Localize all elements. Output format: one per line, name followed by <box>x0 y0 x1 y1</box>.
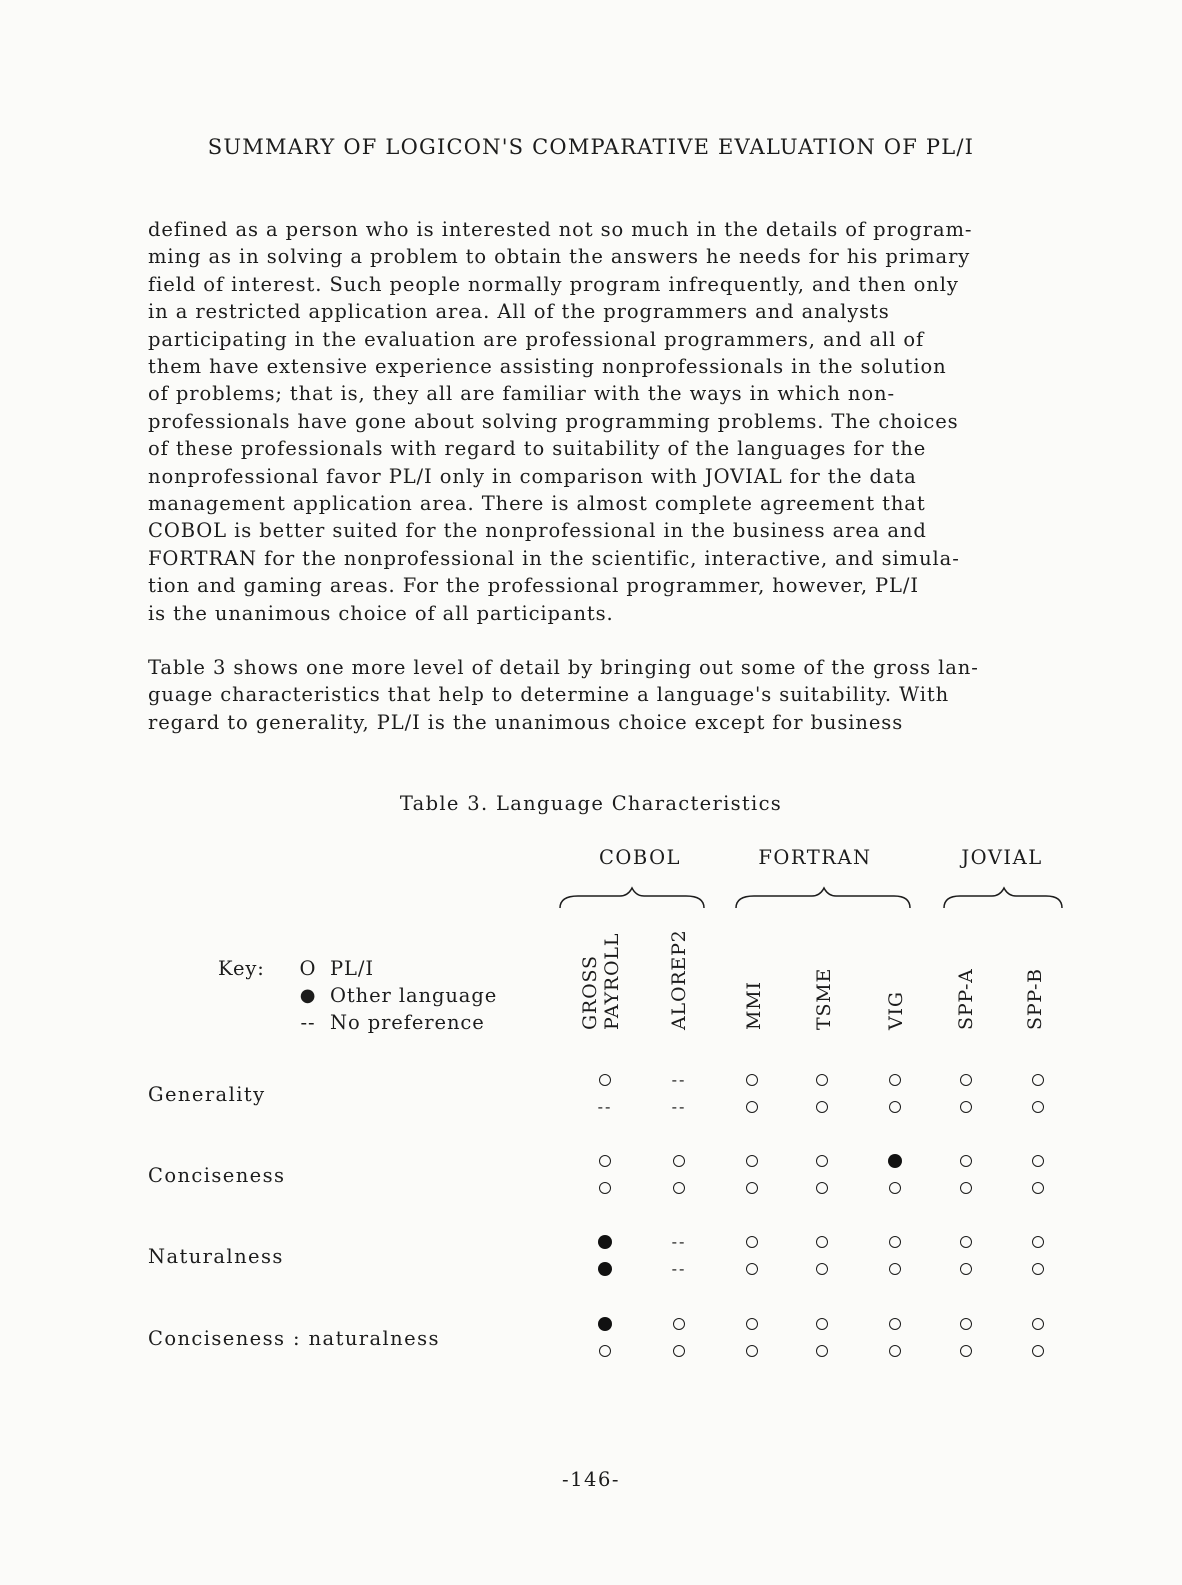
table-cell <box>951 1096 981 1118</box>
open-circle-mark <box>889 1236 901 1248</box>
table-cell <box>807 1231 837 1253</box>
table-cell <box>880 1150 910 1172</box>
table-cell <box>737 1231 767 1253</box>
open-circle-mark <box>1032 1263 1044 1275</box>
row-label-conciseness-naturalness: Conciseness : naturalness <box>148 1327 440 1350</box>
open-circle-mark <box>746 1182 758 1194</box>
running-head: SUMMARY OF LOGICON'S COMPARATIVE EVALUATION OF PL/I <box>207 135 975 159</box>
open-circle-mark <box>1032 1155 1044 1167</box>
open-circle-mark <box>746 1345 758 1357</box>
paragraph-1-line: of these professionals with regard to suitability of the languages for the <box>148 437 927 461</box>
table-cell <box>880 1069 910 1091</box>
table-cell <box>1023 1340 1053 1362</box>
open-circle-mark <box>1032 1074 1044 1086</box>
table-cell <box>590 1231 620 1253</box>
open-circle-mark <box>673 1318 685 1330</box>
open-circle-mark <box>746 1236 758 1248</box>
open-circle-mark <box>889 1074 901 1086</box>
table-cell <box>1023 1258 1053 1280</box>
key-symbol-filled-circle: ● <box>299 985 317 1006</box>
body-paragraph-2 <box>148 654 1078 736</box>
table-cell <box>807 1340 837 1362</box>
open-circle-mark <box>599 1155 611 1167</box>
table-cell <box>590 1096 620 1118</box>
paragraph-1-line: defined as a person who is interested not so much in the details of program- <box>148 218 973 241</box>
table-cell <box>951 1069 981 1091</box>
open-circle-mark <box>1032 1182 1044 1194</box>
paragraph-1-line: nonprofessional favor PL/I only in comparison with JOVIAL for the data <box>148 464 917 488</box>
dash-mark: -- <box>597 1097 613 1116</box>
open-circle-mark <box>889 1345 901 1357</box>
paragraph-2-line: guage characteristics that help to determine a language's suitability. With <box>148 683 950 707</box>
open-circle-mark <box>960 1101 972 1113</box>
table-cell <box>1023 1177 1053 1199</box>
table-cell <box>590 1340 620 1362</box>
paragraph-2-line: regard to generality, PL/I is the unanimous choice except for business <box>148 710 904 734</box>
paragraph-2-line: Table 3 shows one more level of detail by bringing out some of the gross lan- <box>148 656 979 679</box>
open-circle-mark <box>599 1182 611 1194</box>
open-circle-mark <box>960 1155 972 1167</box>
paragraph-1-line: them have extensive experience assisting nonprofessionals in the solution <box>148 355 947 379</box>
table-cell <box>590 1150 620 1172</box>
table-cell <box>807 1096 837 1118</box>
open-circle-mark <box>673 1345 685 1357</box>
open-circle-mark <box>960 1263 972 1275</box>
open-circle-mark <box>746 1318 758 1330</box>
table-cell <box>590 1258 620 1280</box>
open-circle-mark <box>816 1155 828 1167</box>
table-cell <box>807 1313 837 1335</box>
table-cell <box>1023 1313 1053 1335</box>
filled-circle-mark <box>888 1154 902 1168</box>
table-cell <box>807 1258 837 1280</box>
open-circle-mark <box>816 1074 828 1086</box>
table-cell <box>1023 1231 1053 1253</box>
open-circle-mark <box>816 1236 828 1248</box>
open-circle-mark <box>599 1074 611 1086</box>
table-cell <box>737 1177 767 1199</box>
open-circle-mark <box>889 1182 901 1194</box>
table-cell <box>737 1069 767 1091</box>
table-cell <box>951 1313 981 1335</box>
filled-circle-mark <box>598 1235 612 1249</box>
table-cell <box>737 1150 767 1172</box>
open-circle-mark <box>889 1101 901 1113</box>
open-circle-mark <box>746 1263 758 1275</box>
key-label-no-preference: No preference <box>330 1011 485 1034</box>
table-cell <box>807 1069 837 1091</box>
fortran-group-brace <box>734 884 914 914</box>
open-circle-mark <box>1032 1318 1044 1330</box>
table-cell <box>664 1096 694 1118</box>
open-circle-mark <box>1032 1236 1044 1248</box>
open-circle-mark <box>1032 1345 1044 1357</box>
dash-mark: -- <box>671 1259 687 1278</box>
table-cell <box>590 1069 620 1091</box>
open-circle-mark <box>599 1345 611 1357</box>
open-circle-mark <box>746 1101 758 1113</box>
table-cell <box>664 1340 694 1362</box>
row-label-conciseness: Conciseness <box>148 1164 286 1187</box>
filled-circle-mark <box>598 1262 612 1276</box>
key-label-pl1: PL/I <box>330 957 374 980</box>
paragraph-1-line: field of interest. Such people normally program infrequently, and then only <box>148 272 959 296</box>
key-label-other-language: Other language <box>330 984 498 1007</box>
open-circle-mark <box>889 1263 901 1275</box>
table-cell <box>880 1231 910 1253</box>
table-cell <box>664 1150 694 1172</box>
table-cell <box>737 1258 767 1280</box>
key-symbol-open-circle: O <box>299 957 317 980</box>
open-circle-mark <box>816 1318 828 1330</box>
open-circle-mark <box>746 1074 758 1086</box>
key-title: Key: <box>218 957 265 980</box>
paragraph-1-line: tion and gaming areas. For the professional programmer, however, PL/I <box>148 574 919 598</box>
open-circle-mark <box>960 1074 972 1086</box>
paragraph-1-line: ming as in solving a problem to obtain the answers he needs for his primary <box>148 245 971 269</box>
open-circle-mark <box>960 1318 972 1330</box>
table-cell <box>664 1069 694 1091</box>
dash-mark: -- <box>671 1070 687 1089</box>
open-circle-mark <box>673 1155 685 1167</box>
open-circle-mark <box>889 1318 901 1330</box>
paragraph-1-line: management application area. There is almost complete agreement that <box>148 492 926 516</box>
table-cell <box>664 1231 694 1253</box>
table-cell <box>737 1313 767 1335</box>
table-cell <box>951 1150 981 1172</box>
table-caption: Table 3. Language Characteristics <box>399 792 783 815</box>
open-circle-mark <box>746 1155 758 1167</box>
row-label-naturalness: Naturalness <box>148 1245 284 1268</box>
table-cell <box>737 1096 767 1118</box>
cobol-group-brace <box>558 884 708 914</box>
open-circle-mark <box>1032 1101 1044 1113</box>
open-circle-mark <box>960 1182 972 1194</box>
open-circle-mark <box>673 1182 685 1194</box>
group-label-cobol: COBOL <box>598 846 682 869</box>
row-label-generality: Generality <box>148 1083 266 1106</box>
table-cell <box>737 1340 767 1362</box>
open-circle-mark <box>816 1182 828 1194</box>
table-cell <box>664 1177 694 1199</box>
table-cell <box>1023 1096 1053 1118</box>
open-circle-mark <box>816 1101 828 1113</box>
table-cell <box>807 1177 837 1199</box>
body-paragraph-1 <box>148 216 1078 627</box>
table-cell <box>590 1313 620 1335</box>
paragraph-1-line: COBOL is better suited for the nonprofessional in the business area and <box>148 519 927 543</box>
paragraph-1-line: of problems; that is, they all are familiar with the ways in which non- <box>148 382 895 406</box>
open-circle-mark <box>816 1263 828 1275</box>
table-cell <box>590 1177 620 1199</box>
key-symbol-dash: -- <box>300 1011 316 1034</box>
table-cell <box>880 1313 910 1335</box>
filled-circle-mark <box>598 1317 612 1331</box>
open-circle-mark <box>960 1236 972 1248</box>
jovial-group-brace <box>942 884 1066 914</box>
table-cell <box>880 1177 910 1199</box>
table-cell <box>880 1258 910 1280</box>
paragraph-1-line: in a restricted application area. All of the programmers and analysts <box>148 300 890 324</box>
dash-mark: -- <box>671 1232 687 1251</box>
paragraph-1-line: is the unanimous choice of all participants. <box>148 601 614 625</box>
group-label-jovial: JOVIAL <box>961 846 1043 869</box>
table-cell <box>664 1258 694 1280</box>
table-cell <box>664 1313 694 1335</box>
table-cell <box>951 1177 981 1199</box>
open-circle-mark <box>960 1345 972 1357</box>
open-circle-mark <box>816 1345 828 1357</box>
dash-mark: -- <box>671 1097 687 1116</box>
table-cell <box>951 1340 981 1362</box>
paragraph-1-line: professionals have gone about solving programming problems. The choices <box>148 409 959 433</box>
table-cell <box>951 1258 981 1280</box>
group-label-fortran: FORTRAN <box>758 846 872 869</box>
paragraph-1-line: participating in the evaluation are professional programmers, and all of <box>148 327 925 351</box>
table-cell <box>880 1340 910 1362</box>
table-cell <box>951 1231 981 1253</box>
table-cell <box>880 1096 910 1118</box>
table-cell <box>1023 1069 1053 1091</box>
table-cell <box>807 1150 837 1172</box>
table-cell <box>1023 1150 1053 1172</box>
page-number: -146- <box>562 1468 620 1491</box>
paragraph-1-line: FORTRAN for the nonprofessional in the scientific, interactive, and simula- <box>148 546 960 570</box>
